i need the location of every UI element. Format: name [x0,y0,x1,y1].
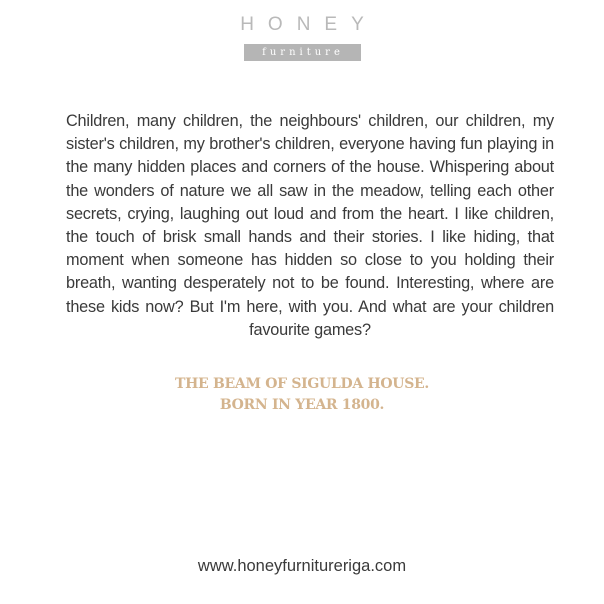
website-link[interactable]: www.honeyfurnitureriga.com [197,557,407,575]
story-paragraph: Children, many children, the neighbours' children, our children, my sister's children, my brother's children, everyone having fun playing in the many hidden places and corners of the house. Whispering about the wonders of nature we all saw in the meadow, telling each other secrets, crying, laughing out loud and from the heart. I like children, the touch of brisk small hands and their stories. I like hiding, that moment when someone has hidden so close to you holding their breath, wanting desperately not to be found. Interesting, where are these kids now? But I'm here, with you. And what are your children favourite games? [66,112,554,339]
headline-line-2: BORN IN YEAR 1800. [219,397,385,413]
headline [0,374,604,416]
brand-name: HONEY [240,14,378,35]
brand-logo [0,14,604,61]
brand-tagline: furniture [244,44,361,61]
headline-line-1: THE BEAM OF SIGULDA HOUSE. [175,376,429,392]
